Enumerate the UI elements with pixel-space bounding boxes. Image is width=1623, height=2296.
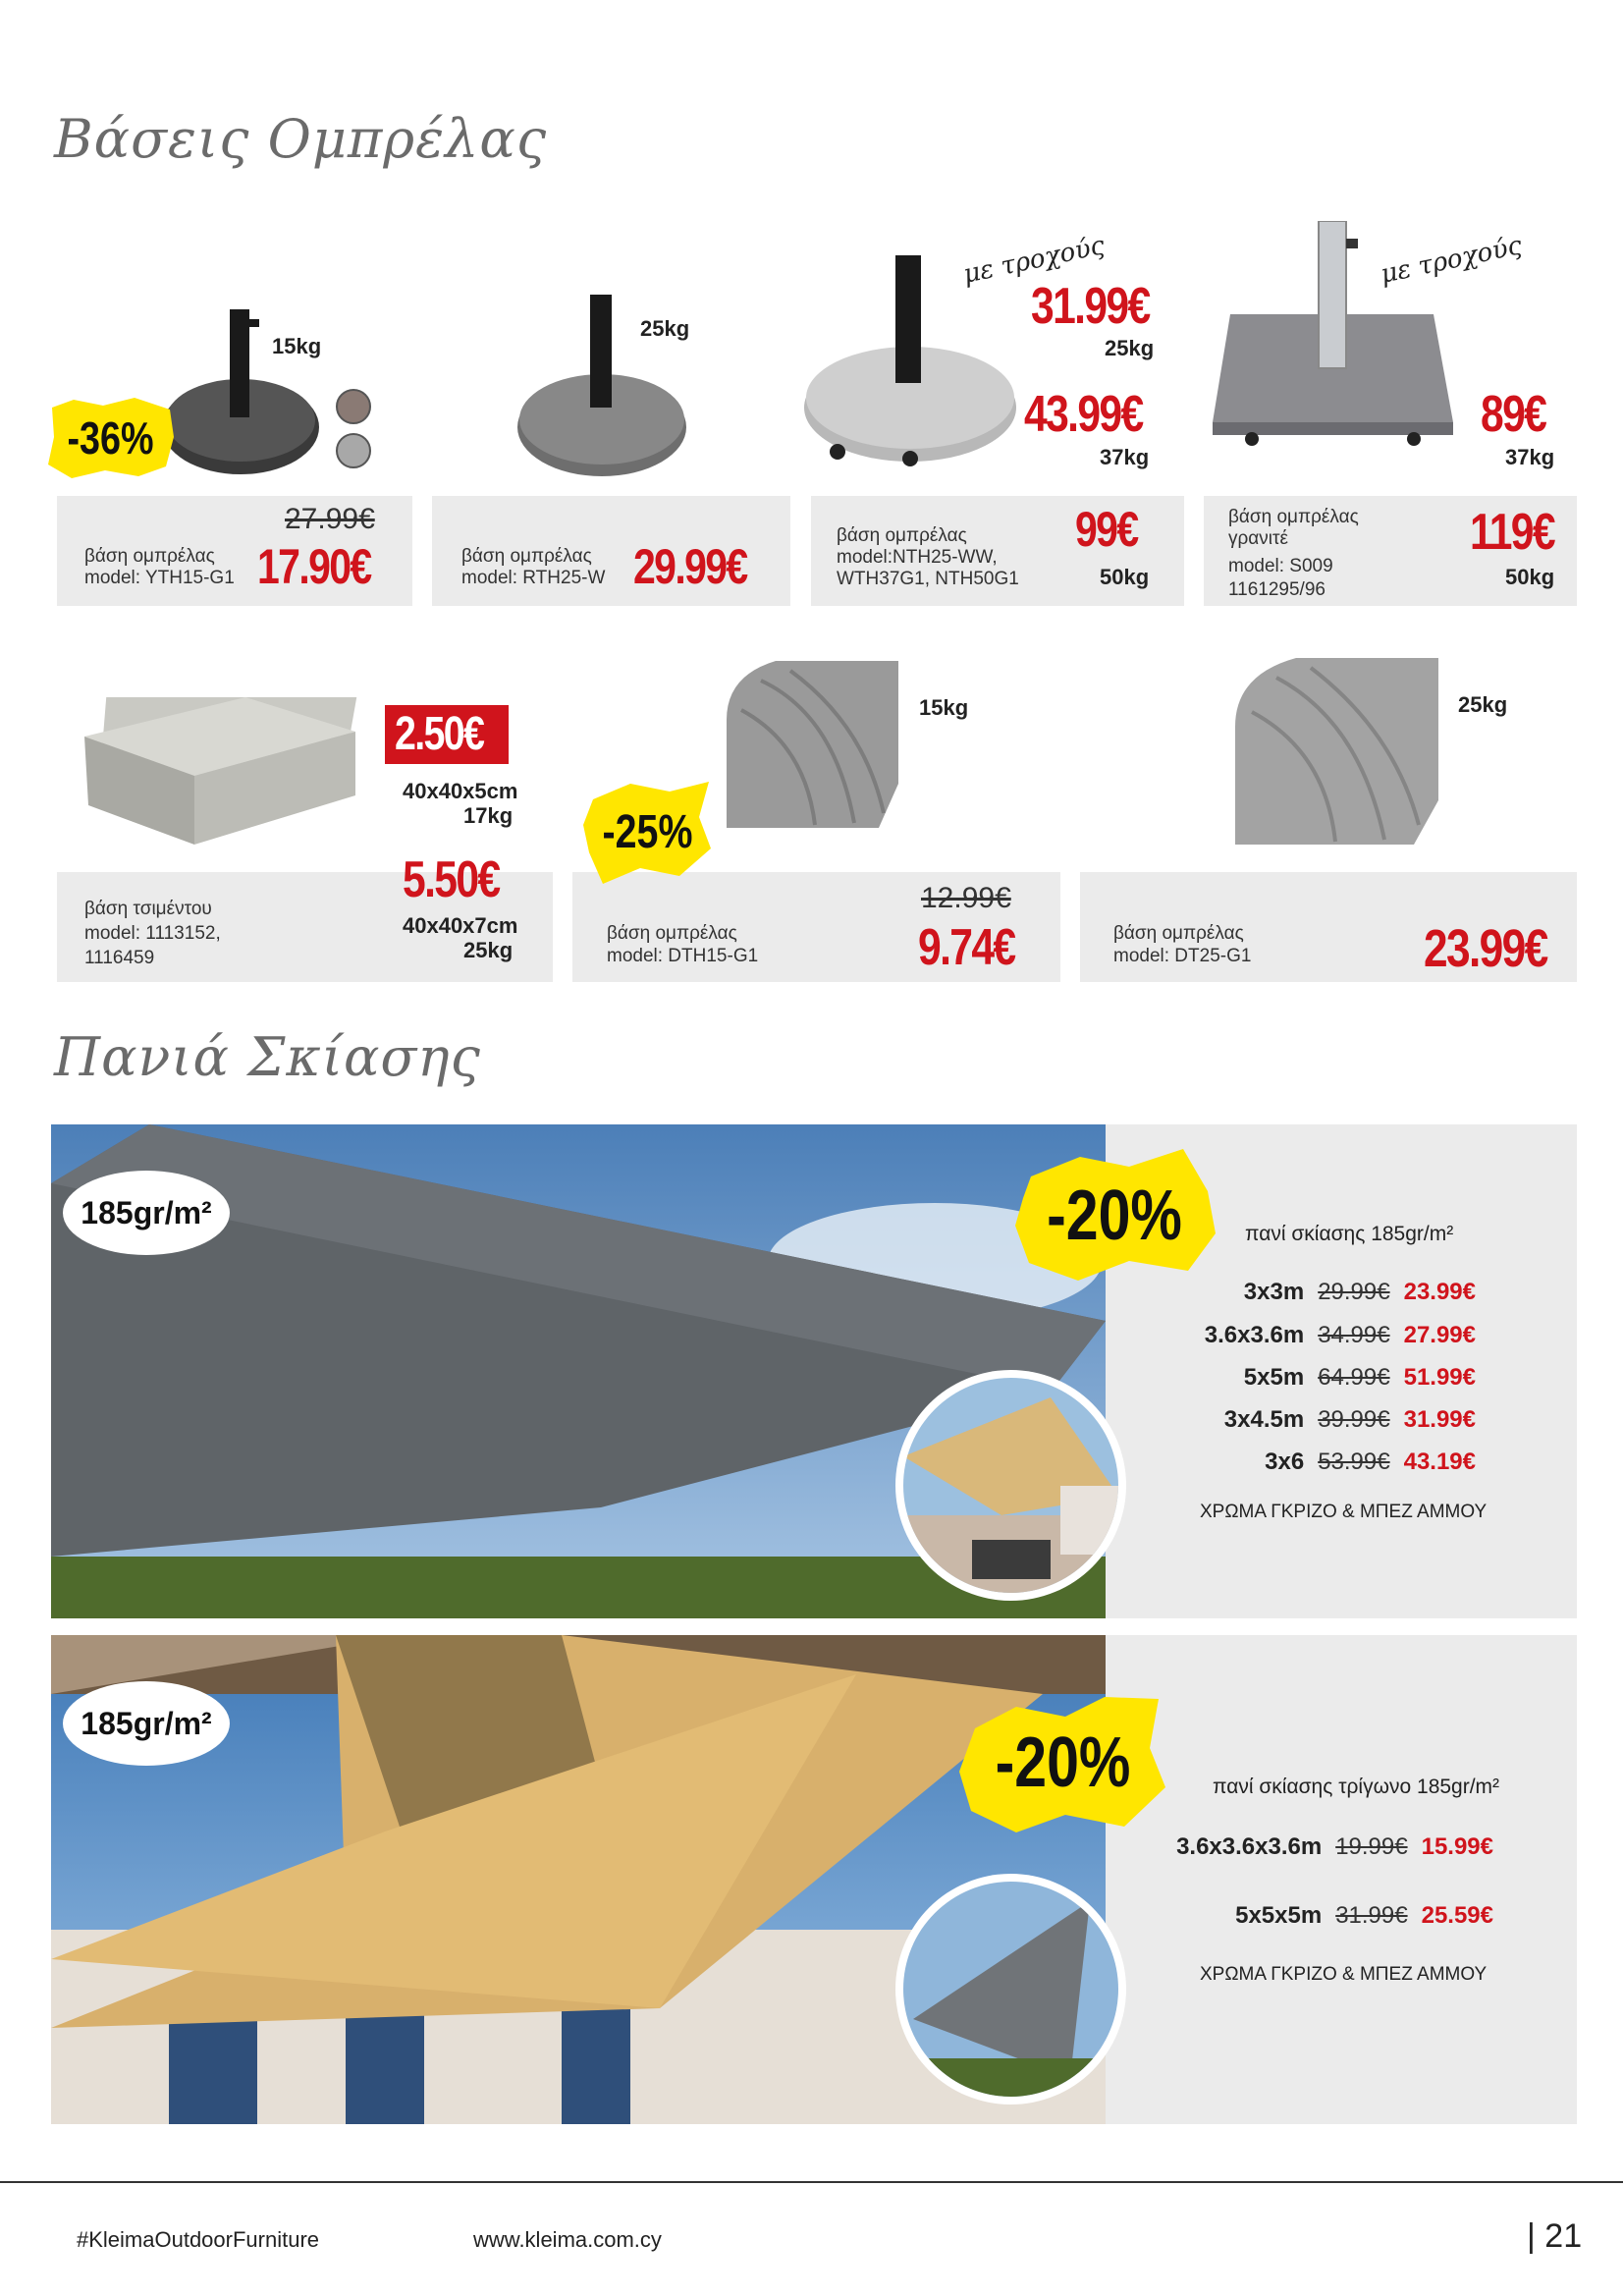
weight-label: 25kg bbox=[1458, 692, 1508, 717]
umbrella-base-round-dark-image bbox=[157, 304, 324, 481]
product-model: model:NTH25-WW, bbox=[837, 547, 998, 568]
price: 2.50€ bbox=[395, 708, 484, 760]
discount-burst-36: -36% bbox=[44, 398, 177, 478]
product-desc: βάση ομπρέλας bbox=[1113, 923, 1244, 944]
price: 89€ bbox=[1481, 386, 1546, 443]
price-row: 5x5m 64.99€ 51.99€ bbox=[1243, 1364, 1476, 1391]
weight-label: 25kg bbox=[463, 938, 514, 962]
product-model: model: 1113152, bbox=[84, 923, 221, 944]
old-price: 12.99€ bbox=[921, 882, 1011, 914]
product-model-2: 1161295/96 bbox=[1228, 579, 1325, 600]
price-row: 5x5x5m 31.99€ 25.59€ bbox=[1235, 1902, 1493, 1929]
price: 5.50€ bbox=[403, 851, 500, 908]
product-desc: βάση ομπρέλας bbox=[1228, 507, 1359, 527]
product-model-2: WTH37G1, NTH50G1 bbox=[837, 569, 1019, 589]
product-desc: βάση τσιμέντου bbox=[84, 899, 212, 919]
page-number: | 21 bbox=[1527, 2217, 1583, 2255]
discount-burst-25: -25% bbox=[581, 778, 714, 886]
discount-burst-20: -20% bbox=[1011, 1147, 1217, 1285]
size-label: 40x40x7cm bbox=[403, 913, 518, 938]
wheels-note: με τροχούς bbox=[960, 231, 1108, 290]
weight-label: 37kg bbox=[1505, 445, 1555, 469]
product-model: model: YTH15-G1 bbox=[84, 568, 235, 588]
section-title-bases: Βάσεις Ομπρέλας bbox=[54, 108, 548, 170]
weight-label: 25kg bbox=[1105, 336, 1155, 360]
price: 23.99€ bbox=[1424, 919, 1547, 978]
price-row: 3.6x3.6x3.6m 19.99€ 15.99€ bbox=[1176, 1833, 1493, 1860]
umbrella-base-corner-large-image bbox=[1227, 653, 1448, 849]
weight-label: 15kg bbox=[919, 695, 969, 720]
price-row: 3x3m 29.99€ 23.99€ bbox=[1243, 1279, 1476, 1305]
color-swatch-grey[interactable] bbox=[336, 433, 371, 468]
umbrella-base-corner-image bbox=[717, 656, 913, 833]
product-desc-2: γρανιτέ bbox=[1228, 528, 1288, 549]
footer-hashtag[interactable]: #KleimaOutdoorFurniture bbox=[77, 2227, 320, 2252]
color-note: ΧΡΩΜΑ ΓΚΡΙΖΟ & ΜΠΕΖ ΑΜΜΟΥ bbox=[1200, 1502, 1488, 1522]
footer-divider bbox=[0, 2181, 1623, 2183]
price: 43.99€ bbox=[1024, 386, 1143, 443]
price: 119€ bbox=[1470, 504, 1554, 561]
price-row: 3x6 53.99€ 43.19€ bbox=[1265, 1449, 1476, 1475]
product-desc: βάση ομπρέλας bbox=[84, 546, 215, 567]
product-desc: βάση ομπρέλας bbox=[461, 546, 592, 567]
cement-base-image bbox=[79, 687, 358, 854]
wheels-note: με τροχούς bbox=[1378, 231, 1525, 290]
footer-website-link[interactable]: www.kleima.com.cy bbox=[473, 2227, 662, 2252]
product-model: model: DT25-G1 bbox=[1113, 946, 1252, 966]
weight-label: 15kg bbox=[272, 334, 322, 358]
price: 9.74€ bbox=[918, 919, 1015, 976]
price-row: 3.6x3.6m 34.99€ 27.99€ bbox=[1204, 1322, 1476, 1348]
product-model: model: DTH15-G1 bbox=[607, 946, 759, 966]
old-price: 27.99€ bbox=[285, 503, 375, 535]
weight-label: 50kg bbox=[1505, 565, 1555, 589]
product-model-2: 1116459 bbox=[84, 948, 155, 968]
weight-label: 37kg bbox=[1100, 445, 1150, 469]
price: 29.99€ bbox=[633, 539, 747, 594]
color-note: ΧΡΩΜΑ ΓΚΡΙΖΟ & ΜΠΕΖ ΑΜΜΟΥ bbox=[1200, 1964, 1488, 1985]
fabric-weight-badge: 185gr/m² bbox=[63, 1171, 230, 1255]
shade-sail-beige-inset-photo bbox=[903, 1378, 1118, 1593]
price: 99€ bbox=[1075, 502, 1138, 557]
product-desc: βάση ομπρέλας bbox=[837, 525, 967, 546]
price-row: 3x4.5m 39.99€ 31.99€ bbox=[1223, 1406, 1476, 1433]
price: 17.90€ bbox=[257, 539, 371, 594]
fabric-weight-badge: 185gr/m² bbox=[63, 1681, 230, 1766]
product-desc: βάση ομπρέλας bbox=[607, 923, 737, 944]
shade-sail-grey-inset-photo bbox=[903, 1882, 1118, 2097]
weight-label: 50kg bbox=[1100, 565, 1150, 589]
color-swatch-brown[interactable] bbox=[336, 389, 371, 424]
price-tag-red bbox=[385, 705, 509, 764]
discount-burst-20: -20% bbox=[957, 1689, 1168, 1836]
product-model: model: RTH25-W bbox=[461, 568, 606, 588]
size-label: 40x40x5cm bbox=[403, 779, 518, 803]
weight-label: 17kg bbox=[463, 803, 514, 828]
product-model: model: S009 bbox=[1228, 556, 1333, 576]
price: 31.99€ bbox=[1031, 278, 1150, 335]
section-title-shades: Πανιά Σκίασης bbox=[54, 1026, 481, 1088]
shade-title: πανί σκίασης 185gr/m² bbox=[1245, 1223, 1454, 1245]
shade-title: πανί σκίασης τρίγωνο 185gr/m² bbox=[1213, 1776, 1500, 1798]
weight-label: 25kg bbox=[640, 316, 690, 341]
